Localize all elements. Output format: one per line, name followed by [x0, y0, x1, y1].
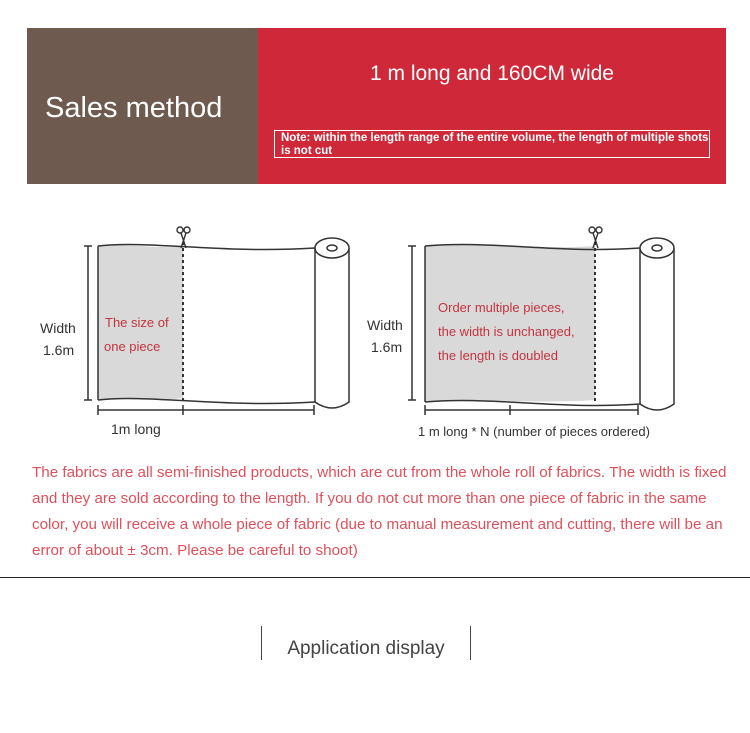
- single-length-label: 1m long: [111, 421, 161, 437]
- roll-end: [640, 238, 674, 258]
- multi-inside-line2: the width is unchanged,: [438, 324, 575, 339]
- single-width-value: 1.6m: [43, 342, 75, 358]
- header-right-bar: [470, 626, 471, 660]
- fabric-bottom-edge: [98, 398, 315, 403]
- application-display-header: [261, 626, 471, 660]
- multi-length-label: 1 m long * N (number of pieces ordered): [418, 424, 650, 439]
- banner-info-panel: [258, 28, 726, 184]
- multi-width-label: Width: [367, 317, 403, 333]
- banner-note: Note: within the length range of the entire volume, the length of multiple shots is not cut: [274, 130, 710, 158]
- fabric-diagrams: [0, 200, 750, 450]
- description-text: The fabrics are all semi-finished products, which are cut from the whole roll of fabrics. The width is fixed and they are sold according to the length. If you do not cut more than one piece of fabric in the same color, you will receive a whole piece of fabric (due to manual measurement and cutting, there will be an error of about ± 3cm. Please be careful to shoot): [32, 464, 727, 559]
- multi-width-value: 1.6m: [371, 339, 403, 355]
- single-width-label: Width: [40, 320, 76, 336]
- section-divider: [0, 577, 750, 578]
- fabric-roll: [315, 248, 349, 408]
- multi-inside-line1: Order multiple pieces,: [438, 300, 565, 315]
- banner-headline: 1 m long and 160CM wide: [370, 62, 614, 85]
- fabric-roll: [640, 248, 674, 410]
- single-inside-line1: The size of: [105, 315, 169, 330]
- banner-title-panel: [27, 28, 258, 184]
- banner-title: Sales method: [45, 92, 223, 124]
- multi-inside-line3: the length is doubled: [438, 348, 558, 363]
- roll-end: [315, 238, 349, 258]
- application-display-title: Application display: [287, 638, 445, 659]
- single-inside-line2: one piece: [104, 339, 161, 354]
